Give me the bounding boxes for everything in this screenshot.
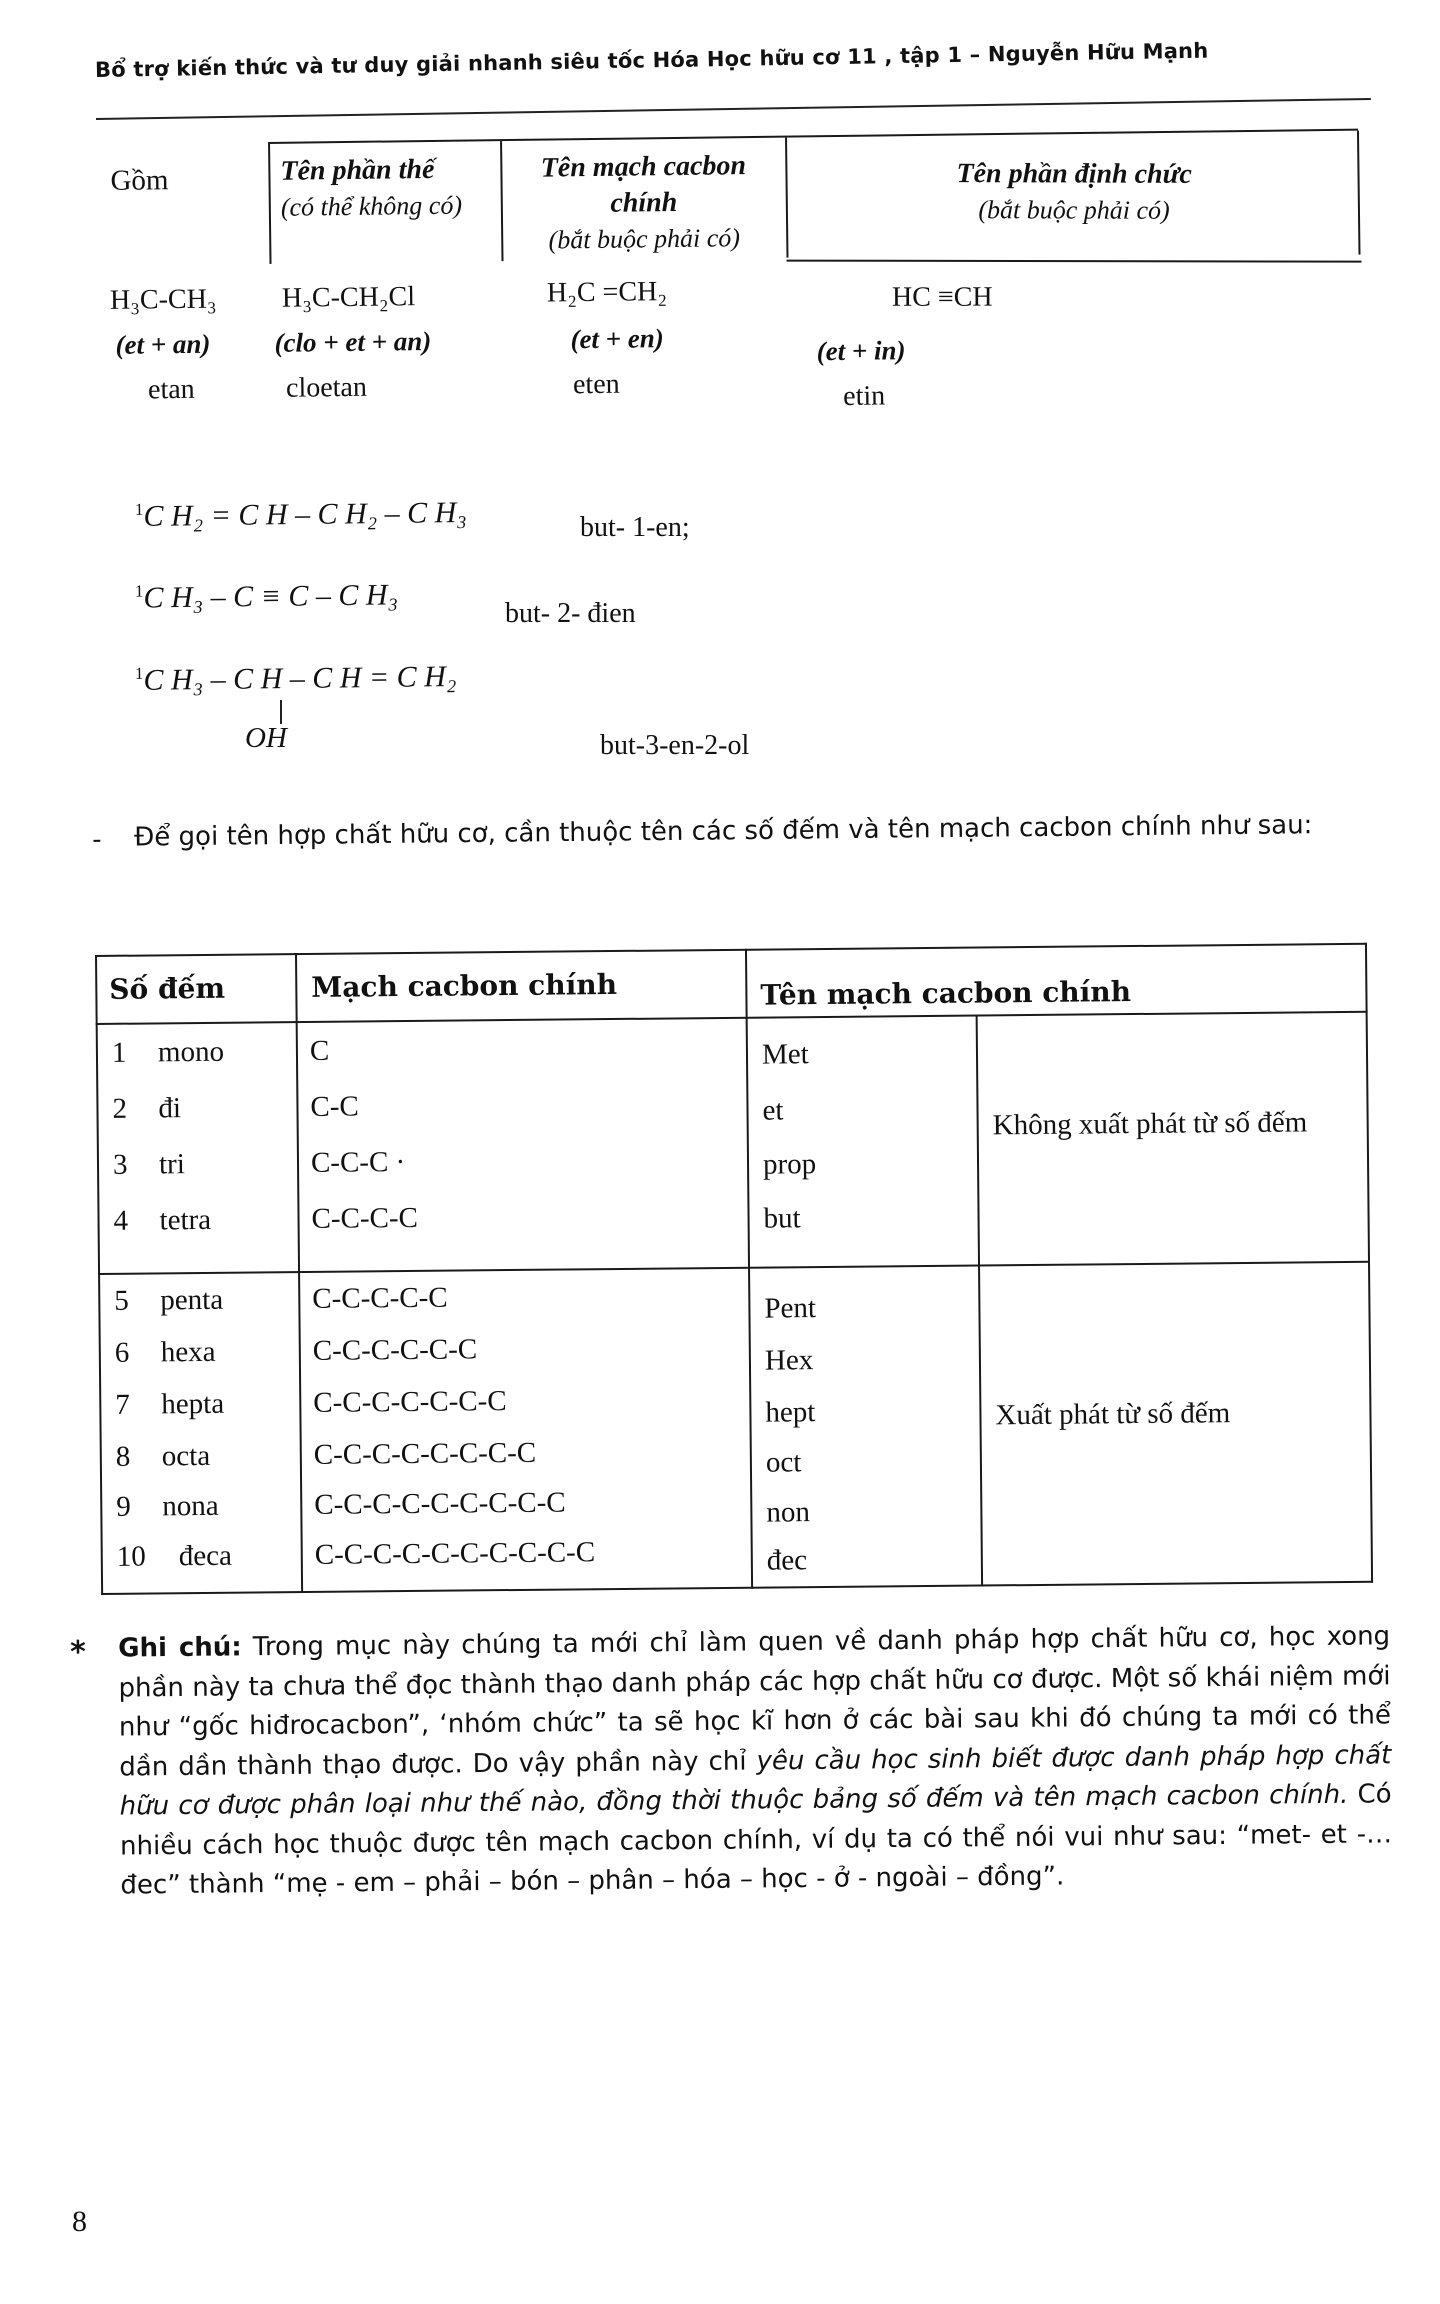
- running-header: Bổ trợ kiến thức và tư duy giải nhanh siêu tốc Hóa Học hữu cơ 11 , tập 1 – Nguyễn Hữu Mạnh: [94, 38, 1209, 82]
- chain-name-1: but- 1-en;: [580, 512, 690, 543]
- row-chain: C-C: [310, 1090, 359, 1123]
- locant: 1: [134, 581, 144, 601]
- row-prefix: penta: [160, 1283, 224, 1317]
- column-header-functional: [794, 156, 1354, 230]
- example-formula: H₃C-CH₂Cl: [281, 281, 416, 314]
- example-formula: H₂C =CH₂: [546, 276, 668, 309]
- table-border: [96, 1011, 1368, 1025]
- example-formula: HC ≡CH: [891, 281, 993, 313]
- footnote-paragraph-2: Có nhiều cách học thuộc được tên mạch cacbon chính, ví dụ ta có thể nói vui như sau: “met- et -…đec” thành “mẹ - em – phải – bón – phân – hóa – học - ở - ngoài – đồng”.: [119, 1779, 1393, 1901]
- column-title: Tên phần thế: [280, 153, 435, 187]
- table-header-chain: Mạch cacbon chính: [311, 967, 618, 1004]
- row-chain: C: [309, 1034, 330, 1067]
- row-chain: C-C-C-C: [311, 1201, 419, 1235]
- row-number: 5: [114, 1284, 129, 1317]
- row-chain-name: Pent: [764, 1292, 817, 1325]
- column-subtitle: (bắt buộc phải có): [548, 222, 741, 255]
- table-border: [95, 943, 1367, 957]
- row-chain-name: et: [762, 1094, 784, 1127]
- table-border: [976, 1015, 983, 1587]
- header-rule: [96, 98, 1371, 120]
- row-chain: C-C-C-C-C-C-C-C-C: [314, 1486, 566, 1521]
- row-chain-name: hept: [765, 1396, 816, 1429]
- gom-label: Gồm: [110, 164, 169, 197]
- chain-name-2: but- 2- đien: [505, 598, 636, 629]
- asterisk-marker: *: [70, 1634, 87, 1670]
- row-prefix: tri: [158, 1148, 185, 1181]
- row-number: 9: [116, 1490, 131, 1523]
- page-number: 8: [72, 2205, 87, 2238]
- row-chain-name: đec: [766, 1544, 808, 1577]
- row-prefix: nona: [162, 1489, 219, 1523]
- row-chain-name: non: [766, 1496, 811, 1529]
- chain-body: C H₂ = C H – C H₂ – C H₃: [143, 495, 467, 533]
- chain-formula-2: [135, 578, 398, 615]
- row-chain-name: Hex: [764, 1344, 814, 1377]
- table-border: [268, 144, 271, 264]
- row-chain: C-C-C-C-C-C-C-C: [313, 1436, 537, 1471]
- footnote-label: Ghi chú:: [118, 1632, 242, 1664]
- chain-formula-1: [135, 496, 467, 534]
- row-chain-name: oct: [765, 1446, 802, 1479]
- table-header-chain-name: Tên mạch cacbon chính: [760, 975, 1132, 1012]
- row-chain-name: but: [763, 1202, 801, 1235]
- chain-body: C H₃ – C H – C H = C H₂: [143, 660, 457, 697]
- example-formula: H₃C-CH₃: [109, 283, 217, 316]
- nomenclature-parts-table: [100, 124, 1379, 440]
- locant: 1: [134, 499, 144, 520]
- table-border: [268, 129, 1358, 144]
- footnote-text: [118, 1617, 1393, 1906]
- column-header-main-chain: [504, 148, 783, 259]
- example-parts: (et + en): [570, 323, 665, 355]
- bond-line: [280, 700, 282, 724]
- column-subtitle: (bắt buộc phải có): [978, 194, 1170, 225]
- row-number: 7: [115, 1388, 130, 1421]
- column-title: Tên phần định chức: [956, 158, 1192, 190]
- row-chain: C-C-C-C-C-C-C: [313, 1385, 507, 1419]
- dash-bullet: -: [92, 824, 102, 855]
- row-chain: C-C-C-C-C-C-C-C-C-C: [314, 1536, 596, 1571]
- row-chain: C-C-C-C-C-C: [312, 1333, 478, 1367]
- table-border: [500, 141, 503, 261]
- column-header-substituent: [280, 151, 491, 225]
- example-parts: (et + in): [816, 335, 906, 367]
- table-border: [785, 138, 788, 258]
- table-border: [787, 260, 1362, 263]
- lead-paragraph: [92, 806, 1382, 857]
- locant: 1: [134, 663, 144, 683]
- row-prefix: đi: [158, 1092, 182, 1125]
- row-chain: C-C-C-C-C: [312, 1281, 448, 1315]
- row-number: 3: [112, 1148, 128, 1181]
- row-number: 6: [114, 1336, 130, 1369]
- row-number: 10: [116, 1540, 146, 1573]
- row-number: 2: [112, 1092, 128, 1125]
- example-name: etan: [147, 373, 195, 406]
- lead-paragraph-text: Để gọi tên hợp chất hữu cơ, cần thuộc tên các số đếm và tên mạch cacbon chính như sau:: [134, 810, 1313, 853]
- row-chain: C-C-C ·: [310, 1146, 406, 1179]
- table-border: [1357, 131, 1361, 255]
- chain-formula-3: [135, 660, 457, 698]
- chain-name-3: but-3-en-2-ol: [600, 730, 750, 761]
- row-prefix: octa: [161, 1439, 211, 1473]
- chain-body: C H₃ – C ≡ C – C H₃: [143, 578, 399, 615]
- table-border: [98, 1261, 1370, 1275]
- row-number: 8: [115, 1440, 131, 1473]
- example-name: etin: [842, 380, 886, 412]
- row-prefix: tetra: [159, 1203, 212, 1237]
- column-subtitle: (có thể không có): [280, 190, 463, 222]
- row-chain-name: Met: [761, 1038, 809, 1071]
- example-name: eten: [572, 368, 620, 401]
- footnote-block: [70, 1617, 1393, 1906]
- row-chain-name: prop: [762, 1148, 817, 1181]
- column-title: Tên mạch cacbon chính: [540, 150, 747, 219]
- group-2-note: Xuất phát từ số đếm: [995, 1397, 1231, 1432]
- row-number: 4: [113, 1204, 129, 1237]
- footnote-paragraph-1: Trong mục này chúng ta mới chỉ làm quen về danh pháp hợp chất hữu cơ, học xong phần này ta chưa thể đọc thành thạo danh pháp các hợp chất hữu cơ được. Một số khái niệm mới như “gốc hiđrocacbon”, ‘nhóm chức” ta sẽ học kĩ hơn ở các bài sau khi đó chúng ta mới có thể dần dần thành thạo được. Do vậy phần này chỉ: [118, 1621, 1392, 1783]
- row-prefix: hexa: [160, 1335, 216, 1369]
- example-parts: (clo + et + an): [274, 325, 432, 358]
- table-border: [101, 1581, 1373, 1595]
- table-header-count: Số đếm: [109, 971, 226, 1006]
- row-prefix: hepta: [161, 1387, 225, 1421]
- hydroxyl-substituent: OH: [245, 722, 287, 754]
- group-1-note: Không xuất phát từ số đếm: [992, 1106, 1308, 1142]
- row-number: 1: [111, 1036, 127, 1069]
- footnote-italic-part: yêu cầu học sinh biết được danh pháp hợp chất hữu cơ được phân loại như thế nào, đồng thời thuộc bảng số đếm và tên mạch cacbon chính.: [119, 1739, 1392, 1822]
- counting-prefix-table: [95, 943, 1371, 1595]
- example-parts: (et + an): [115, 328, 211, 360]
- row-prefix: mono: [157, 1035, 225, 1069]
- example-name: cloetan: [285, 371, 368, 404]
- row-prefix: đeca: [178, 1539, 233, 1573]
